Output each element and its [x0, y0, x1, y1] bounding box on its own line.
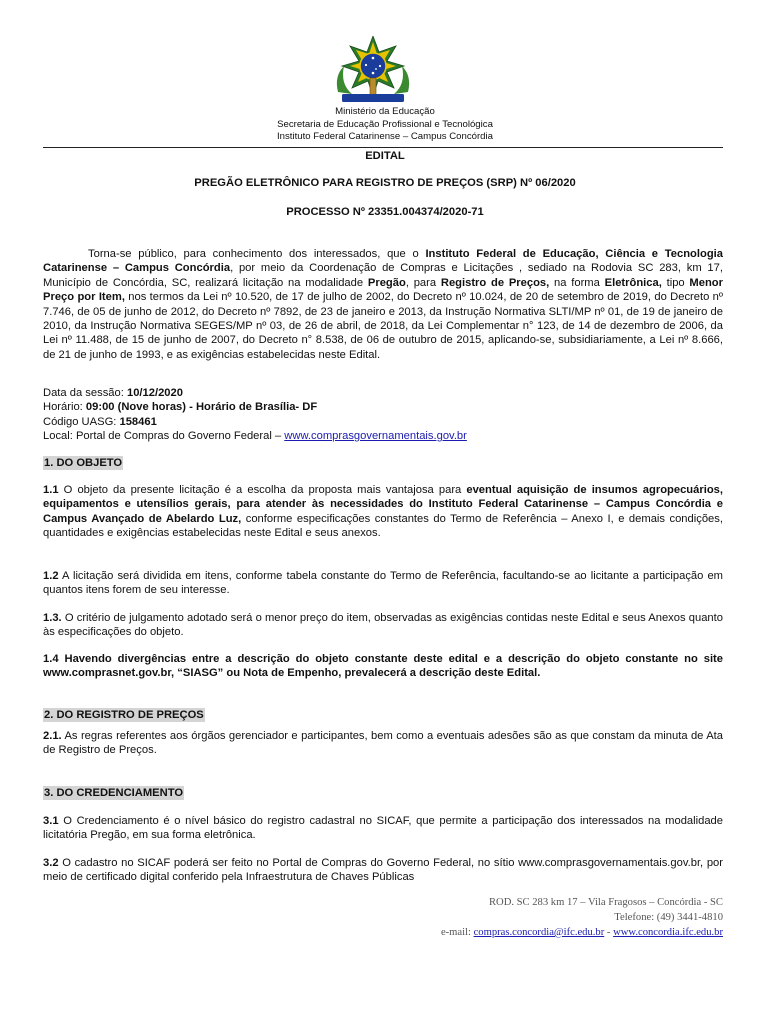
- intro-modality: Pregão: [367, 276, 406, 289]
- section-3-heading: 3. DO CREDENCIAMENTO: [44, 787, 184, 799]
- coffee-branch: [337, 66, 352, 94]
- intro-institution: Instituto Federal de Educação, Ciência e Tecnologia Catarinense – Campus Concórdia: [43, 248, 723, 275]
- document-subtitle: PREGÃO ELETRÔNICO PARA REGISTRO DE PREÇOS (SRP) Nº 06/2020: [194, 177, 576, 189]
- coat-of-arms-emblem: [324, 36, 422, 106]
- session-info: [43, 386, 723, 444]
- intro-form: Eletrônica,: [604, 276, 662, 289]
- intro-paragraph: [43, 247, 723, 362]
- paragraph-1-3: 1.3. O critério de julgamento adotado será o menor preço do item, observadas as exigências contidas neste Edital e seus Anexos quanto às especificações do objeto.: [43, 612, 723, 639]
- intro-srp: Registro de Preços,: [440, 276, 550, 289]
- portal-link[interactable]: www.comprasgovernamentais.gov.br: [284, 430, 467, 443]
- paragraph-1-2: 1.2 A licitação será dividida em itens, conforme tabela constante do Termo de Referência, facultando-se ao licitante a participação em quantos itens forem de seu interesse.: [43, 570, 723, 597]
- paragraph-1-1: 1.1 O objeto da presente licitação é a escolha da proposta mais vantajosa para eventual aquisição de insumos agropecuários, equipamentos e utensílios gerais, para atender às necessidades do Instituto Federal Catarinense – Campus Concórdia e Campus Avançado de Abelardo Luz, conforme especificações constantes do Termo de Referência – Anexo I, e demais condições, quantidades e exigências estabelecidas neste Edital e seus anexos.: [43, 484, 723, 540]
- footer-address: ROD. SC 283 km 17 – Vila Fragosos – Concórdia - SC: [488, 897, 723, 908]
- section-1-heading: 1. DO OBJETO: [44, 457, 123, 469]
- header-line-3: Instituto Federal Catarinense – Campus Concórdia: [277, 131, 493, 142]
- paragraph-3-2: 3.2 O cadastro no SICAF poderá ser feito no Portal de Compras do Governo Federal, no sítio www.comprasgovernamentais.gov.br, por meio de certificado digital conferido pela Infraestrutura de Chaves Públicas: [43, 857, 723, 884]
- header-line-1: Ministério da Educação: [335, 106, 435, 117]
- process-number: PROCESSO Nº 23351.004374/2020-71: [286, 206, 484, 218]
- header-line-2: Secretaria de Educação Profissional e Tecnológica: [277, 118, 493, 130]
- paragraph-3-1: 3.1 O Credenciamento é o nível básico do registro cadastral no SICAF, que permite a participação dos interessados na modalidade licitatória Pregão, em sua forma eletrônica.: [43, 815, 723, 842]
- session-time: Horário: 09:00 (Nove horas) - Horário de Brasília- DF: [43, 401, 318, 414]
- session-date: Data da sessão: 10/12/2020: [43, 387, 183, 399]
- intro-type: Menor Preço por Item,: [43, 276, 723, 304]
- tobacco-branch: [394, 66, 409, 94]
- intro-text-e: , para: [405, 276, 441, 289]
- document-title: EDITAL: [365, 150, 405, 162]
- intro-text-k: nos termos da Lei nº 10.520, de 17 de julho de 2002, do Decreto nº 10.024, de 20 de setembro de 2019, do Decreto nº 7.746, de 05 de junho de 2012, do Decreto nº 7892, de 23 de janeiro e 2013, da Instrução Normativa SLTI/MP nº 01, de 19 de janeiro de 2010, da Instrução Normativa SEGES/MP nº 03, de 26 de abril, de 2018, da Lei Complementar n° 123, de 14 de dezembro de 2006, da Lei nº 11.488, de 15 de junho de 2007, do Decreto n° 8.538, de 06 de outubro de 2015, aplicando-se, subsidiariamente, a Lei nº 8.666, de 21 de junho de 1993, e as exigências estabelecidas neste Edital.: [43, 291, 723, 361]
- footer-contact: e-mail: compras.concordia@ifc.edu.br - www.concordia.ifc.edu.br: [440, 927, 723, 938]
- intro-text-g: na forma: [549, 276, 605, 289]
- intro-text-a: Torna-se público, para conhecimento dos interessados, que o: [88, 248, 426, 260]
- sword: [370, 78, 376, 96]
- footer-phone: Telefone: (49) 3441-4810: [614, 912, 723, 923]
- intro-text-c: , por meio da Coordenação de Compras e Licitações , sediado na Rodovia SC 283, km 17, Município de Concórdia, SC, realizará licitação na modalidade: [43, 262, 723, 289]
- paragraph-1-4: 1.4 Havendo divergências entre a descrição do objeto constante deste edital e a descrição do objeto constante no site www.comprasnet.gov.br, “SIASG” ou Nota de Empenho, prevalecerá a descrição deste Edital.: [43, 653, 723, 680]
- section-2-heading: 2. DO REGISTRO DE PREÇOS: [44, 709, 204, 721]
- paragraph-2-1: 2.1. As regras referentes aos órgãos gerenciador e participantes, bem como a eventuais adesões são as que constam da minuta de Ata de Registro de Preços.: [43, 730, 723, 757]
- session-uasg: Código UASG: 158461: [43, 415, 157, 428]
- website-link[interactable]: www.concordia.ifc.edu.br: [613, 927, 723, 938]
- header-rule: [43, 147, 723, 148]
- institution-header: [0, 106, 770, 144]
- ribbon: [342, 94, 404, 102]
- page-footer: [441, 895, 723, 940]
- intro-text-i: tipo: [661, 276, 690, 289]
- email-link[interactable]: compras.concordia@ifc.edu.br: [473, 927, 605, 938]
- session-local: Local: Portal de Compras do Governo Federal – www.comprasgovernamentais.gov.br: [43, 430, 467, 443]
